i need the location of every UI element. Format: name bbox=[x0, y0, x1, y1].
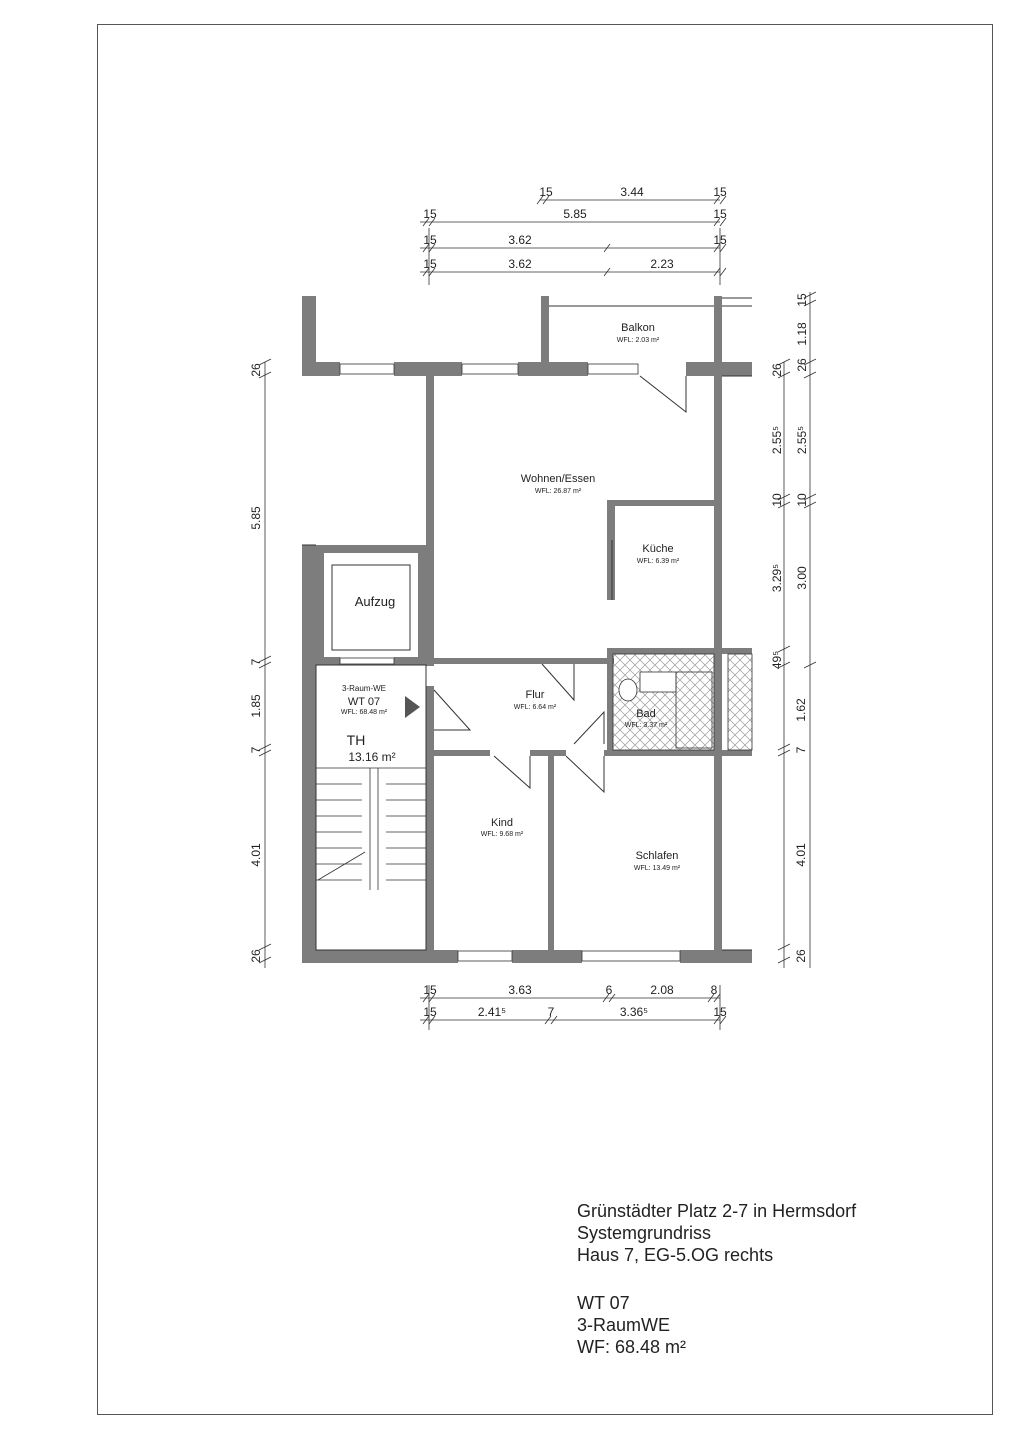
unit-summary bbox=[577, 1292, 686, 1358]
room-bad-name: Bad bbox=[636, 708, 656, 720]
room-aufzug-name: Aufzug bbox=[354, 594, 396, 609]
dim-right-inner-4: 49⁵ bbox=[770, 650, 784, 670]
dim-right-outer-6: 10 bbox=[795, 493, 809, 507]
room-schlafen-name: Schlafen bbox=[635, 850, 679, 862]
dim-left-4: 1.85 bbox=[249, 694, 263, 718]
dim-top4-b: 3.62 bbox=[508, 257, 532, 271]
bottom-dimension-labels bbox=[423, 983, 727, 1019]
room-th-name: TH bbox=[346, 732, 366, 748]
info-unit-id: WT 07 bbox=[577, 1293, 630, 1313]
dim-left-3: 7 bbox=[249, 658, 263, 666]
dim-top4-a: 15 bbox=[423, 257, 437, 271]
bottom-dimension-chains bbox=[420, 985, 726, 1030]
dim-right-inner-7: 4.01 bbox=[794, 843, 808, 867]
room-th-area: 13.16 m² bbox=[348, 750, 396, 764]
dim-left-6: 4.01 bbox=[249, 843, 263, 867]
dim-top1-a: 15 bbox=[539, 185, 553, 199]
dim-right-outer-4: 26 bbox=[770, 363, 784, 377]
dim-bot1-b: 3.63 bbox=[508, 983, 532, 997]
info-address: Grünstädter Platz 2-7 in Hermsdorf bbox=[577, 1201, 857, 1221]
walls bbox=[302, 296, 752, 963]
room-labels bbox=[341, 322, 681, 872]
dim-top2-c: 15 bbox=[713, 207, 727, 221]
dim-left-2: 5.85 bbox=[249, 506, 263, 530]
dim-top3-a: 15 bbox=[423, 233, 437, 247]
left-dimension-labels bbox=[249, 363, 263, 963]
dim-right-outer-7: 3.00 bbox=[795, 566, 809, 590]
bathroom-tiles bbox=[613, 654, 752, 750]
dim-right-inner-5: 1.62 bbox=[794, 698, 808, 722]
room-kueche-area: WFL: 6.39 m² bbox=[636, 558, 680, 565]
dim-right-inner-2: 10 bbox=[770, 493, 784, 507]
dim-top1-c: 15 bbox=[713, 185, 727, 199]
dim-right-outer-5: 2.55⁵ bbox=[795, 425, 809, 455]
dim-bot2-c: 7 bbox=[547, 1005, 555, 1019]
dim-bot2-b: 2.41⁵ bbox=[477, 1005, 507, 1019]
dim-top3-b: 3.62 bbox=[508, 233, 532, 247]
dim-bot2-a: 15 bbox=[423, 1005, 437, 1019]
dim-top2-b: 5.85 bbox=[563, 207, 587, 221]
info-plan-type: Systemgrundriss bbox=[577, 1223, 712, 1243]
room-flur-area: WFL: 6.64 m² bbox=[513, 704, 557, 711]
room-wohnen-area: WFL: 26.87 m² bbox=[534, 488, 582, 495]
room-balkon-name: Balkon bbox=[621, 322, 655, 334]
dim-right-inner-8: 26 bbox=[794, 949, 808, 963]
room-kind-area: WFL: 9.68 m² bbox=[480, 831, 524, 838]
unit-type: 3-Raum-WE bbox=[341, 684, 387, 693]
room-bad-area: WFL: 3.37 m² bbox=[624, 722, 668, 729]
dim-left-5: 7 bbox=[249, 746, 263, 754]
room-kind-name: Kind bbox=[490, 817, 514, 829]
info-building: Haus 7, EG-5.OG rechts bbox=[577, 1245, 774, 1265]
dim-bot2-d: 3.36⁵ bbox=[619, 1005, 649, 1019]
title-block bbox=[577, 1200, 856, 1266]
room-kueche-name: Küche bbox=[642, 543, 674, 555]
top-dimension-labels bbox=[423, 185, 727, 271]
dim-right-outer-3: 26 bbox=[795, 358, 809, 372]
dim-right-outer-1: 15 bbox=[795, 293, 809, 307]
info-unit-area: WF: 68.48 m² bbox=[577, 1337, 687, 1357]
dim-right-inner-6: 7 bbox=[794, 746, 808, 754]
dim-bot2-e: 15 bbox=[713, 1005, 727, 1019]
dim-top1-b: 3.44 bbox=[620, 185, 644, 199]
room-flur-name: Flur bbox=[525, 689, 545, 701]
dim-bot1-c: 6 bbox=[605, 983, 613, 997]
stairs bbox=[316, 768, 426, 890]
dim-left-7: 26 bbox=[249, 949, 263, 963]
info-unit-type: 3-RaumWE bbox=[577, 1315, 671, 1335]
room-wohnen-name: Wohnen/Essen bbox=[520, 473, 596, 485]
thin-walls bbox=[302, 298, 752, 950]
room-balkon-area: WFL: 2.03 m² bbox=[616, 337, 660, 344]
dim-right-inner-1: 2.55⁵ bbox=[770, 425, 784, 455]
dim-bot1-a: 15 bbox=[423, 983, 437, 997]
unit-id: WT 07 bbox=[347, 696, 381, 708]
dim-bot1-e: 8 bbox=[710, 983, 718, 997]
dim-top4-c: 2.23 bbox=[650, 257, 674, 271]
entrance-arrow-icon bbox=[405, 696, 420, 718]
dim-right-inner-3: 3.29⁵ bbox=[770, 563, 784, 593]
right-dimension-labels bbox=[770, 293, 809, 963]
dim-top2-a: 15 bbox=[423, 207, 437, 221]
dim-bot1-d: 2.08 bbox=[650, 983, 674, 997]
room-schlafen-area: WFL: 13.49 m² bbox=[633, 865, 681, 872]
dim-right-outer-2: 1.18 bbox=[795, 322, 809, 346]
dim-left-1: 26 bbox=[249, 363, 263, 377]
unit-area: WFL: 68.48 m² bbox=[340, 709, 388, 716]
dim-top3-c: 15 bbox=[713, 233, 727, 247]
